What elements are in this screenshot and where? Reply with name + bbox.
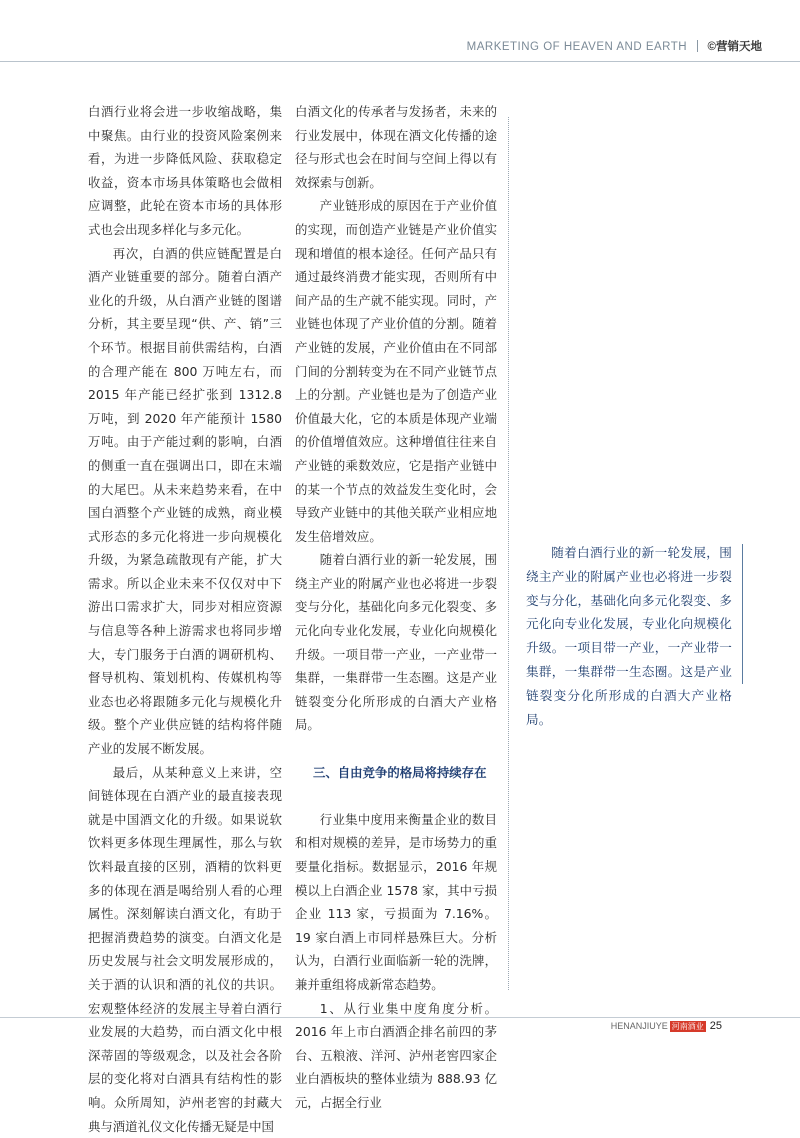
paragraph: 再次，白酒的供应链配置是白酒产业链重要的部分。随着白酒产业化的升级，从白酒产业链的图谱分析，其主要呈现“供、产、销”三个环节。根据目前供需结构，白酒的合理产能在 800 万吨左右，而 2015 年产能已经扩张到 1312.8 万吨，到 2020 年产能预计 1580 万吨。由于产能过剩的影响，白酒的侧重一直在强调出口，即在末端的大尾巴。从未来趋势来看，在中国白酒整个产业链的成熟，商业模式形态的多元化将进一步向规模化升级，为紧急疏散现有产能，扩大需求。所以企业未来不仅仅对中下游出口需求扩大，同步对相应资源与信息等各种上游需求也将同步增大，专门服务于白酒的调研机构、督导机构、策划机构、传媒机构等业态也必将跟随多元化与规模化升级。整个产业供应链的结构将伴随产业的发展不断发展。 (88, 245, 282, 757)
magazine-english-title: MARKETING OF HEAVEN AND EARTH (466, 41, 688, 53)
footer-publication: HENANJIUYE (610, 1021, 668, 1031)
paragraph: 最后，从某种意义上来讲，空间链体现在白酒产业的最直接表现就是中国酒文化的升级。如果说软饮料更多体现生理属性，那么与软饮料最直接的区别，酒精的饮料更多的体现在酒是喝给别人看的心理属性。深刻解读白酒文化，有助于把握消费趋势的演变。白酒文化是历史发展与社会文明发展形成的，关于酒的认识和酒的礼仪的共识。宏观整体经济的发展主导着白酒行业发展的大趋势，而白酒文化中根深蒂固的等级观念，以及社会各阶层的变化将对白酒具有结构性的影响。众所周知，泸州老窖的封藏大典与酒道礼仪文化传播无疑是中国 (88, 764, 282, 1134)
paragraph: 白酒行业将会进一步收缩战略，集中聚焦。由行业的投资风险案例来看，为进一步降低风险、获取稳定收益，资本市场具体策略也会做相应调整，此轮在资本市场的具体形式也会出现多样化与多元化。 (88, 104, 282, 237)
paragraph: 行业集中度用来衡量企业的数目和相对规模的差异，是市场势力的重要量化指标。数据显示，2016 年规模以上白酒企业 1578 家，其中亏损企业 113 家，亏损面为 7.16%。19 家白酒上市同样悬殊巨大。分析认为，白酒行业面临新一轮的洗牌，兼并重组将成新常态趋势。 (295, 811, 497, 992)
spacer (295, 784, 497, 808)
pull-quote (526, 541, 732, 731)
page-number: 25 (709, 1020, 722, 1032)
column-divider (508, 117, 509, 990)
paragraph: 白酒文化的传承者与发扬者，未来的行业发展中，体现在酒文化传播的途径与形式也会在时间与空间上得以有效探索与创新。 (295, 104, 497, 190)
paragraph: 1、从行业集中度角度分析。2016 年上市白酒酒企排名前四的茅台、五粮液、洋河、泸州老窖四家企业白酒板块的整体业绩为 888.93 亿元，占据全行业 (295, 1000, 497, 1110)
pull-quote-rule (742, 544, 743, 684)
running-header (467, 38, 762, 54)
footer-rule (0, 1017, 800, 1018)
section-heading: 三、自由竞争的格局将持续存在 (313, 764, 487, 780)
article-column-1 (88, 100, 282, 1138)
header-divider (697, 40, 698, 52)
magazine-brand: ©营销天地 (707, 41, 762, 53)
article-column-2 (295, 100, 497, 1115)
spacer (295, 737, 497, 761)
page-footer (611, 1020, 722, 1032)
pull-quote-text: 随着白酒行业的新一轮发展，围绕主产业的附属产业也必将进一步裂变与分化，基础化向多元化裂变、多元化向专业化发展，专业化向规模化升级。一项目带一产业，一产业带一集群，一集群带一生态圈。这是产业链裂变分化所形成的白酒大产业格局。 (526, 545, 732, 727)
footer-tag: 河南酒业 (671, 1022, 704, 1031)
header-rule (0, 61, 800, 62)
paragraph: 产业链形成的原因在于产业价值的实现，而创造产业链是产业价值实现和增值的根本途径。任何产品只有通过最终消费才能实现，否则所有中间产品的生产就不能实现。同时，产业链也体现了产业价值的分割。随着产业链的发展，产业价值由在不同部门间的分割转变为在不同产业链节点上的分割。产业链也是为了创造产业价值最大化，它的本质是体现产业端的价值增值效应。这种增值往往来自产业链的乘数效应，它是指产业链中的某一个节点的效益发生变化时，会导致产业链中的其他关联产业相应地发生倍增效应。 (295, 198, 497, 544)
paragraph: 随着白酒行业的新一轮发展，围绕主产业的附属产业也必将进一步裂变与分化，基础化向多元化裂变、多元化向专业化发展，专业化向规模化升级。一项目带一产业，一产业带一集群，一集群带一生态圈。这是产业链裂变分化所形成的白酒大产业格局。 (295, 552, 497, 733)
